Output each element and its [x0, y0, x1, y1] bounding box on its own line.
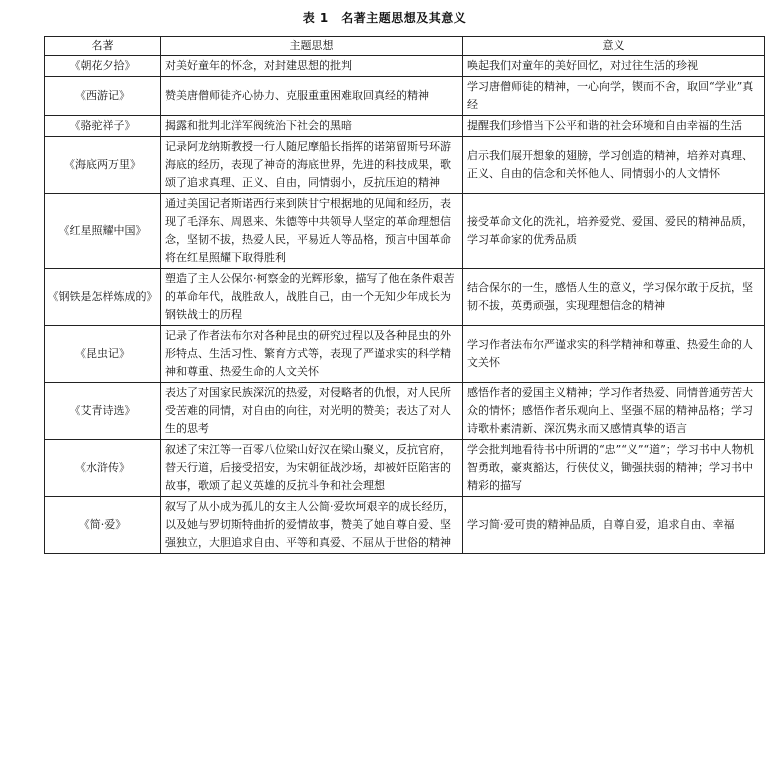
- theme-cell: 塑造了主人公保尔·柯察金的光辉形象，描写了他在条件艰苦的革命年代，战胜敌人，战胜自己，由一个无知少年成长为钢铁战士的历程: [161, 269, 463, 326]
- meaning-cell: 结合保尔的一生，感悟人生的意义，学习保尔敢于反抗，坚韧不拔，英勇顽强，实现理想信念的精神: [463, 269, 765, 326]
- table-row: [45, 383, 765, 440]
- work-title: 《水浒传》: [45, 440, 161, 497]
- meaning-cell: 学习唐僧师徒的精神，一心向学，锲而不舍，取回“学业”真经: [463, 77, 765, 116]
- meaning-cell: 感悟作者的爱国主义精神；学习作者热爱、同情普通劳苦大众的情怀；感悟作者乐观向上、坚强不屈的精神品格；学习诗歌朴素清新、深沉隽永而又感情真挚的语言: [463, 383, 765, 440]
- work-title: 《钢铁是怎样炼成的》: [45, 269, 161, 326]
- header-meaning: 意义: [463, 37, 765, 56]
- work-title: 《简·爱》: [45, 497, 161, 554]
- meaning-cell: 唤起我们对童年的美好回忆，对过往生活的珍视: [463, 56, 765, 77]
- table-row: [45, 56, 765, 77]
- table-row: [45, 497, 765, 554]
- theme-cell: 记录阿龙纳斯教授一行人随尼摩船长指挥的诺第留斯号环游海底的经历，表现了神奇的海底世界，先进的科技成果，歌颂了追求真理、正义、自由，同情弱小，反抗压迫的精神: [161, 137, 463, 194]
- work-title: 《昆虫记》: [45, 326, 161, 383]
- meaning-cell: 启示我们展开想象的翅膀，学习创造的精神，培养对真理、正义、自由的信念和关怀他人、同情弱小的人文情怀: [463, 137, 765, 194]
- theme-cell: 叙写了从小成为孤儿的女主人公简·爱坎坷艰辛的成长经历，以及她与罗切斯特曲折的爱情故事，赞美了她自尊自爱、坚强独立，大胆追求自由、平等和真爱、不屈从于世俗的精神: [161, 497, 463, 554]
- theme-cell: 揭露和批判北洋军阀统治下社会的黑暗: [161, 116, 463, 137]
- header-work: 名著: [45, 37, 161, 56]
- table-caption: 表 1 名著主题思想及其意义: [302, 11, 467, 25]
- table-row: [45, 194, 765, 269]
- table-row: [45, 116, 765, 137]
- work-title: 《红星照耀中国》: [45, 194, 161, 269]
- theme-cell: 表达了对国家民族深沉的热爱，对侵略者的仇恨，对人民所受苦难的同情，对自由的向往，对光明的赞美；表达了对人生的思考: [161, 383, 463, 440]
- work-title: 《艾青诗选》: [45, 383, 161, 440]
- table-row: [45, 269, 765, 326]
- header-theme: 主题思想: [161, 37, 463, 56]
- meaning-cell: 学习作者法布尔严谨求实的科学精神和尊重、热爱生命的人文关怀: [463, 326, 765, 383]
- work-title: 《骆驼祥子》: [45, 116, 161, 137]
- table-row: [45, 326, 765, 383]
- theme-cell: 叙述了宋江等一百零八位梁山好汉在梁山聚义，反抗官府，替天行道，后接受招安，为宋朝征战沙场，却被奸臣陷害的故事，歌颂了起义英雄的反抗斗争和社会理想: [161, 440, 463, 497]
- meaning-cell: 学会批判地看待书中所谓的“忠”“义”“道”；学习书中人物机智勇敢，豪爽豁达，行侠仗义，锄强扶弱的精神；学习书中精彩的描写: [463, 440, 765, 497]
- table-row: [45, 137, 765, 194]
- masterpieces-table: [44, 36, 765, 554]
- meaning-cell: 学习简·爱可贵的精神品质，自尊自爱，追求自由、幸福: [463, 497, 765, 554]
- table-row: [45, 77, 765, 116]
- work-title: 《西游记》: [45, 77, 161, 116]
- theme-cell: 赞美唐僧师徒齐心协力、克服重重困难取回真经的精神: [161, 77, 463, 116]
- work-title: 《海底两万里》: [45, 137, 161, 194]
- theme-cell: 通过美国记者斯诺西行来到陕甘宁根据地的见闻和经历，表现了毛泽东、周恩来、朱德等中共领导人坚定的革命理想信念，坚韧不拔，热爱人民，平易近人等品格，预言中国革命将在红星照耀下取得胜利: [161, 194, 463, 269]
- table-header-row: [45, 37, 765, 56]
- table-row: [45, 440, 765, 497]
- meaning-cell: 接受革命文化的洗礼，培养爱党、爱国、爱民的精神品质，学习革命家的优秀品质: [463, 194, 765, 269]
- theme-cell: 对美好童年的怀念，对封建思想的批判: [161, 56, 463, 77]
- meaning-cell: 提醒我们珍惜当下公平和谐的社会环境和自由幸福的生活: [463, 116, 765, 137]
- theme-cell: 记录了作者法布尔对各种昆虫的研究过程以及各种昆虫的外形特点、生活习性、繁育方式等，表现了严谨求实的科学精神和尊重、热爱生命的人文关怀: [161, 326, 463, 383]
- work-title: 《朝花夕拾》: [45, 56, 161, 77]
